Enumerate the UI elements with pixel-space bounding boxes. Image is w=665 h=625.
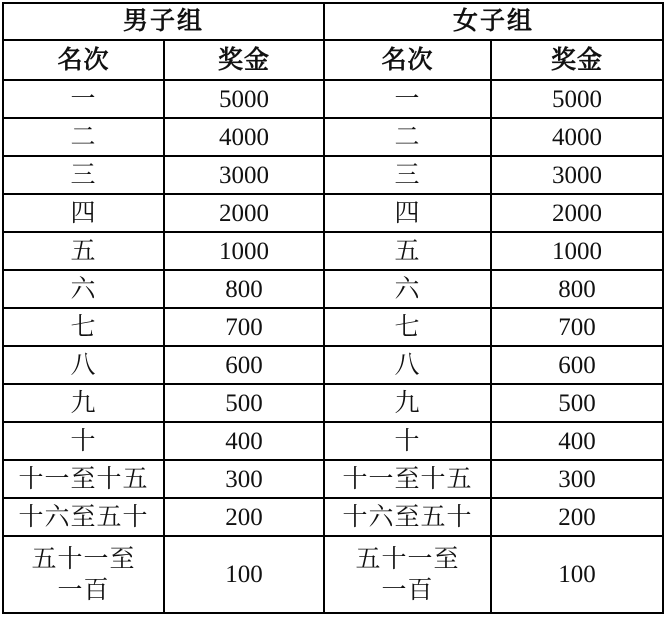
table-row <box>3 460 663 498</box>
rank-cell: 四 <box>3 194 164 232</box>
col-header-rank-women: 名次 <box>324 40 491 80</box>
prize-cell: 2000 <box>164 194 324 232</box>
rank-cell: 三 <box>3 156 164 194</box>
table-row <box>3 80 663 118</box>
rank-cell: 六 <box>324 270 491 308</box>
prize-cell: 3000 <box>491 156 663 194</box>
rank-cell: 十六至五十 <box>3 498 164 536</box>
table-row <box>3 346 663 384</box>
rank-cell: 十 <box>324 422 491 460</box>
table-row <box>3 194 663 232</box>
group-header-men: 男子组 <box>3 3 324 40</box>
rank-cell: 六 <box>3 270 164 308</box>
rank-cell: 八 <box>324 346 491 384</box>
rank-cell: 十一至十五 <box>3 460 164 498</box>
col-header-prize-women: 奖金 <box>491 40 663 80</box>
prize-cell: 100 <box>491 536 663 613</box>
prize-cell: 400 <box>164 422 324 460</box>
rank-cell: 二 <box>324 118 491 156</box>
prize-cell: 600 <box>164 346 324 384</box>
rank-cell: 十一至十五 <box>324 460 491 498</box>
rank-cell: 一 <box>324 80 491 118</box>
prize-cell: 1000 <box>164 232 324 270</box>
column-header-row <box>3 40 663 80</box>
table-row <box>3 498 663 536</box>
table-row <box>3 270 663 308</box>
prize-table-body <box>3 3 663 613</box>
prize-cell: 4000 <box>491 118 663 156</box>
prize-cell: 1000 <box>491 232 663 270</box>
prize-cell: 5000 <box>491 80 663 118</box>
rank-cell: 七 <box>3 308 164 346</box>
table-row <box>3 384 663 422</box>
prize-cell: 500 <box>491 384 663 422</box>
prize-cell: 800 <box>491 270 663 308</box>
rank-cell: 五 <box>324 232 491 270</box>
rank-cell: 二 <box>3 118 164 156</box>
col-header-prize-men: 奖金 <box>164 40 324 80</box>
prize-cell: 700 <box>164 308 324 346</box>
prize-cell: 800 <box>164 270 324 308</box>
rank-cell: 十六至五十 <box>324 498 491 536</box>
prize-cell: 100 <box>164 536 324 613</box>
rank-cell: 九 <box>324 384 491 422</box>
prize-cell: 400 <box>491 422 663 460</box>
table-row <box>3 536 663 613</box>
prize-cell: 700 <box>491 308 663 346</box>
prize-cell: 500 <box>164 384 324 422</box>
prize-cell: 600 <box>491 346 663 384</box>
prize-cell: 300 <box>164 460 324 498</box>
rank-cell: 一 <box>3 80 164 118</box>
rank-cell: 四 <box>324 194 491 232</box>
table-row <box>3 308 663 346</box>
table-row <box>3 232 663 270</box>
prize-cell: 200 <box>491 498 663 536</box>
prize-table <box>2 2 664 614</box>
rank-cell: 七 <box>324 308 491 346</box>
rank-cell: 五 <box>3 232 164 270</box>
prize-cell: 3000 <box>164 156 324 194</box>
group-header-row <box>3 3 663 40</box>
prize-cell: 300 <box>491 460 663 498</box>
rank-cell: 八 <box>3 346 164 384</box>
prize-cell: 200 <box>164 498 324 536</box>
table-row <box>3 118 663 156</box>
rank-cell: 五十一至 一百 <box>324 536 491 613</box>
prize-cell: 4000 <box>164 118 324 156</box>
rank-cell: 九 <box>3 384 164 422</box>
rank-cell: 五十一至 一百 <box>3 536 164 613</box>
prize-cell: 2000 <box>491 194 663 232</box>
table-row <box>3 422 663 460</box>
rank-cell: 十 <box>3 422 164 460</box>
rank-cell: 三 <box>324 156 491 194</box>
table-row <box>3 156 663 194</box>
col-header-rank-men: 名次 <box>3 40 164 80</box>
prize-cell: 5000 <box>164 80 324 118</box>
group-header-women: 女子组 <box>324 3 663 40</box>
